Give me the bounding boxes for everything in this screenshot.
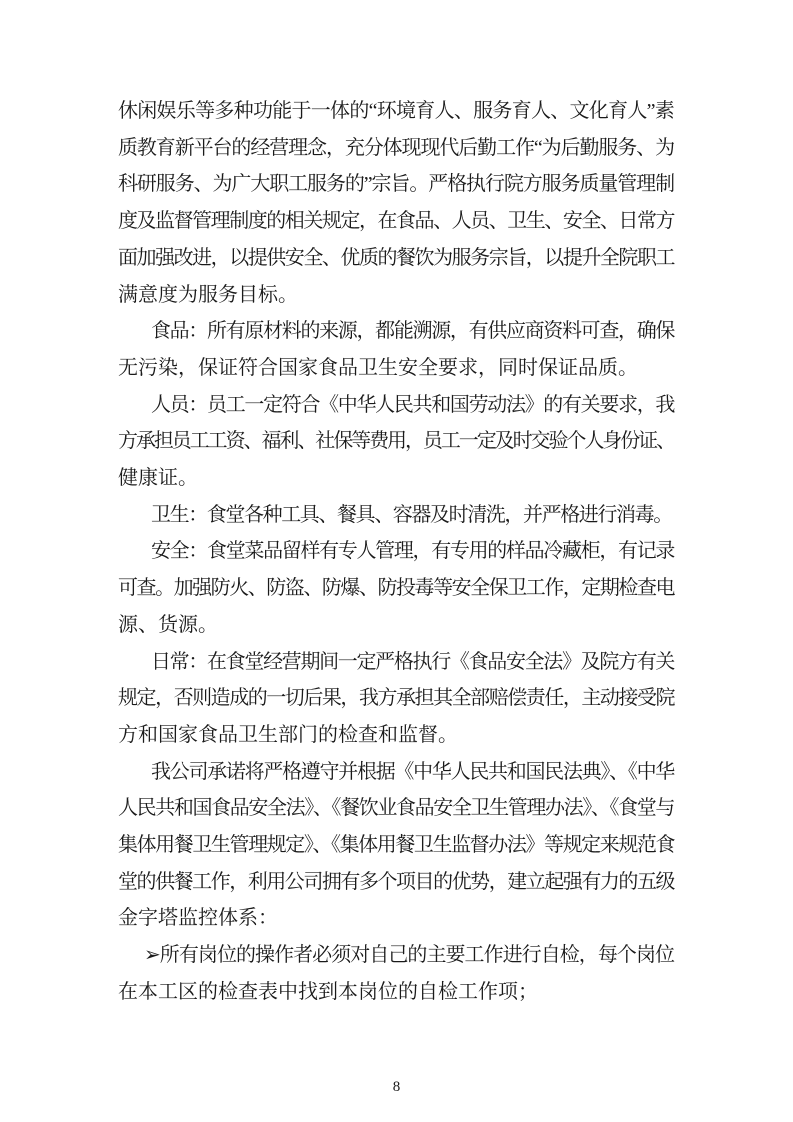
document-body [118,93,674,1011]
text-line: 人员：员工一定符合《中华人民共和国劳动法》的有关要求，我 [151,393,674,416]
text-line: 度及监督管理制度的相关规定，在食品、人员、卫生、安全、日常方 [118,210,674,233]
text-line: 堂的供餐工作，利用公司拥有多个项目的优势，建立起强有力的五级 [118,870,674,893]
text-line: 规定，否则造成的一切后果，我方承担其全部赔偿责任，主动接受院 [118,687,674,710]
bullet-text-line: ➢所有岗位的操作者必须对自己的主要工作进行自检，每个岗位 [144,944,674,967]
text-line: 科研服务、为广大职工服务的”宗旨。严格执行院方服务质量管理制 [118,173,674,196]
paragraph [118,93,674,313]
text-line: 金字塔监控体系： [118,907,278,930]
text-line: 在本工区的检查表中找到本岗位的自检工作项； [118,980,538,1003]
text-line: 方承担员工工资、福利、社保等费用，员工一定及时交验个人身份证、 [118,430,674,453]
text-line: 食品：所有原材料的来源，都能溯源，有供应商资料可查，确保 [151,320,674,343]
text-line: 面加强改进，以提供安全、优质的餐饮为服务宗旨，以提升全院职工 [118,246,674,269]
text-line: 无污染，保证符合国家食品卫生安全要求，同时保证品质。 [118,356,638,379]
text-line: 集体用餐卫生管理规定》、《集体用餐卫生监督办法》等规定来规范食 [118,834,674,857]
text-line: 卫生：食堂各种工具、餐具、容器及时清洗，并严格进行消毒。 [151,503,672,526]
text-line: 方和国家食品卫生部门的检查和监督。 [118,723,458,746]
text-line: 源、货源。 [118,613,218,636]
paragraph [118,937,674,1010]
text-line: 日常：在食堂经营期间一定严格执行《食品安全法》及院方有关 [151,650,674,673]
text-line: 健康证。 [118,467,198,490]
text-line: 安全：食堂菜品留样有专人管理，有专用的样品冷藏柜，有记录 [151,540,674,563]
text-line: 我公司承诺将严格遵守并根据《中华人民共和国民法典》、《中华 [151,760,674,783]
page-number: 8 [392,1079,401,1095]
paragraph [118,644,674,754]
text-line: 质教育新平台的经营理念，充分体现现代后勤工作“为后勤服务、为 [118,136,674,159]
paragraph [118,497,674,534]
text-line: 人民共和国食品安全法》、《餐饮业食品安全卫生管理办法》、《食堂与 [118,797,674,820]
page-footer [0,1078,793,1096]
paragraph [118,533,674,643]
text-line: 满意度为服务目标。 [118,283,298,306]
text-line: 可查。加强防火、防盗、防爆、防投毒等安全保卫工作，定期检查电 [118,577,674,600]
paragraph [118,387,674,497]
paragraph [118,313,674,386]
paragraph [118,754,674,938]
text-line: 休闲娱乐等多种功能于一体的“环境育人、服务育人、文化育人”素 [118,100,674,122]
